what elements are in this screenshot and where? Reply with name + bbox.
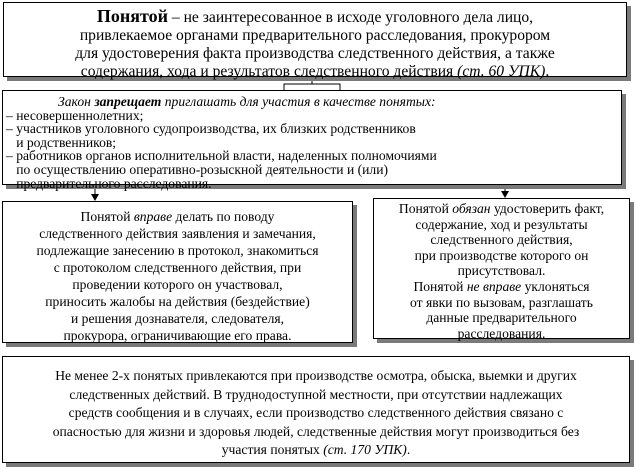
prohibition-item: по осуществлению оперативно-розыскной деятельности и (или) <box>6 161 388 177</box>
rights-line: проведении которого он участвовал, <box>72 277 283 292</box>
rights-line: приносить жалобы на действия (бездействие) <box>45 294 310 309</box>
prohibition-item: – работников органов исполнительной власти, наделенных полномочиями <box>6 148 437 164</box>
prohibition-item: предварительного расследования. <box>6 175 212 191</box>
prohibition-intro: Закон запрещает приглашать для участия в качестве понятых: <box>58 94 436 109</box>
definition-citation: (ст. 60 УПК) <box>457 63 546 80</box>
duties-line: при производстве которого он <box>414 247 589 263</box>
arrow-to-rights-icon <box>91 194 99 201</box>
duties-line: присутствовал. <box>457 263 546 279</box>
duties-line: от явки по вызовам, разглашать <box>410 294 593 310</box>
duties-line: расследования. <box>457 325 546 341</box>
rights-line: следственного действия заявления и замечания, <box>39 226 316 241</box>
prohibition-item: – участников уголовного судопроизводства, их близких родственников <box>6 121 416 137</box>
rights-line: и решения дознавателя, следователя, <box>70 311 285 326</box>
duties-line: следственного действия, <box>430 232 573 248</box>
duties-line: содержание, ход и результаты <box>415 216 588 232</box>
rights-box <box>2 201 353 343</box>
definition-term: Понятой <box>96 6 168 26</box>
minimum-line: средств сообщения и в случаях, если производство следственного действия связано с <box>68 405 564 421</box>
prohibition-box <box>2 90 622 191</box>
minimum-citation: (ст. 170 УПК) <box>323 442 407 458</box>
definition-line: для удостоверения факта производства следственного действия, а также <box>75 45 555 62</box>
definition-line: привлекаемое органами предварительного расследования, прокурором <box>79 27 551 44</box>
rights-line: с протоколом следственного действия, при <box>53 260 302 275</box>
prohibition-item: – несовершеннолетних; <box>6 107 144 123</box>
arrow-to-duties-icon <box>501 191 509 198</box>
minimum-line: опасностью для жизни и здоровья людей, следственные действия могут производиться без <box>52 423 580 439</box>
definition-box <box>3 2 627 80</box>
definition-last-line: содержания, хода и результатов следственного действия (ст. 60 УПК). <box>80 63 550 80</box>
minimum-attesting-witnesses-box <box>2 356 630 463</box>
rights-line: подлежащие занесению в протокол, знакомиться <box>36 243 319 258</box>
duties-first-line: Понятой обязан удостоверить факт, <box>398 201 605 216</box>
minimum-line: Не менее 2-х понятых привлекаются при производстве осмотра, обыска, выемки и других <box>55 368 577 383</box>
minimum-last-line: участия понятых (ст. 170 УПК). <box>221 442 411 458</box>
minimum-line: следственных действий. В труднодоступной местности, при отсутствии надлежащих <box>69 386 563 402</box>
duties-second-line: Понятой не вправе уклоняться <box>413 278 590 294</box>
rights-line: прокурора, ограничивающие его права. <box>63 328 292 343</box>
definition-first-line: Понятой – не заинтересованное в исходе уголовного дела лицо, <box>96 6 534 26</box>
rights-first-line: Понятой вправе делать по поводу <box>80 209 275 224</box>
duties-box <box>373 198 630 339</box>
duties-line: данные предварительного <box>426 310 577 326</box>
prohibition-item: и родственников; <box>6 134 117 150</box>
